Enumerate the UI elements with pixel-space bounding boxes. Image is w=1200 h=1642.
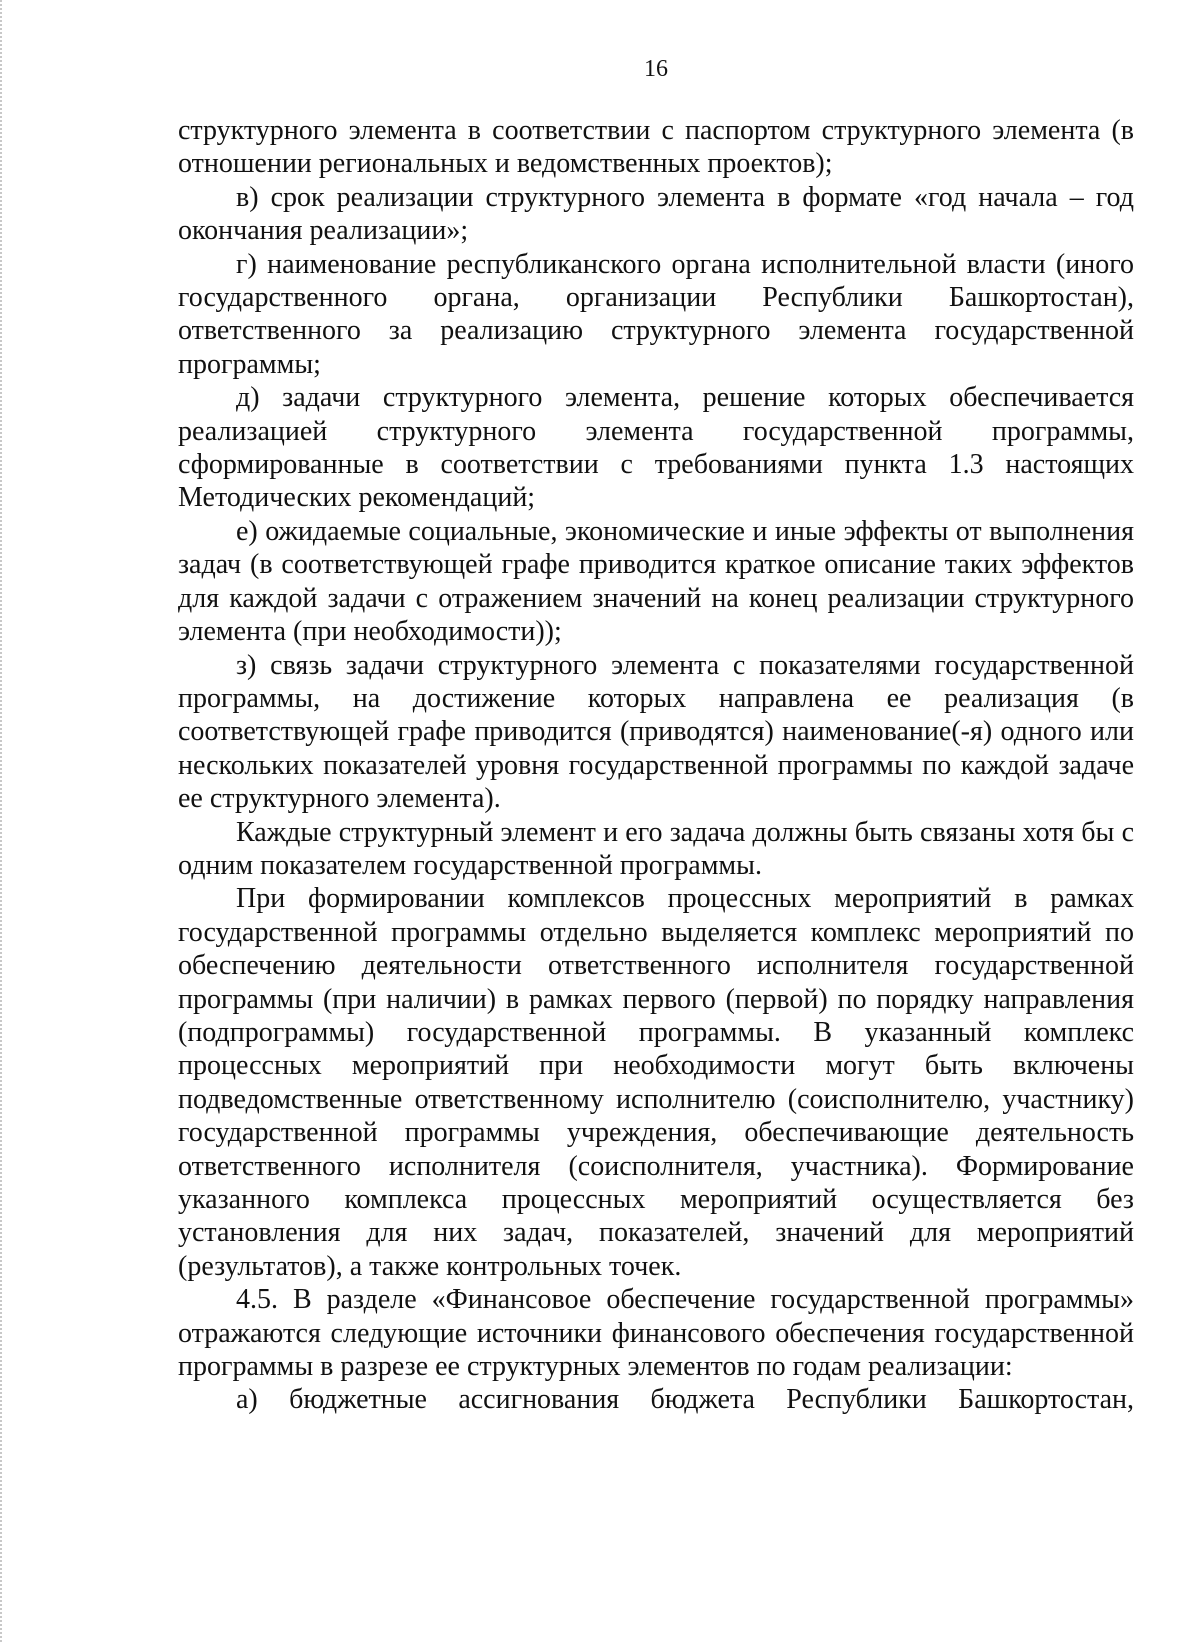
document-body: [178, 114, 1134, 1417]
paragraph-item-g: г) наименование республиканского органа исполнительной власти (иного государственного органа, организации Республики Башкортостан), ответственного за реализацию структурного элемента государственной программы;: [178, 248, 1134, 380]
paragraph-item-a: а) бюджетные ассигнования бюджета Республики Башкортостан,: [236, 1384, 1134, 1416]
paragraph-item-e: е) ожидаемые социальные, экономические и иные эффекты от выполнения задач (в соответствующей графе приводится краткое описание таких эффектов для каждой задачи с отражением значений на конец реализации структурного элемента (при необходимости));: [178, 515, 1134, 648]
scan-edge-marks: [0, 0, 8, 1642]
paragraph-process-complexes: При формировании комплексов процессных мероприятий в рамках государственной программы отдельно выделяется комплекс мероприятий по обеспечению деятельности ответственного исполнителя государственной программы (при наличии) в рамках первого (первой) по порядку направления (подпрограммы) государственной программы. В указанный комплекс процессных мероприятий при необходимости могут быть включены подведомственные ответственному исполнителю (соисполнителю, участнику) государственной программы учреждения, обеспечивающие деятельность ответственного исполнителя (соисполнителя, участника). Формирование указанного комплекса процессных мероприятий осуществляется без установления для них задач, показателей, значений для мероприятий (результатов), а также контрольных точек.: [178, 883, 1134, 1282]
paragraph-item-v: в) срок реализации структурного элемента в формате «год начала – год окончания реализации»;: [178, 181, 1134, 247]
paragraph-item-z: з) связь задачи структурного элемента с показателями государственной программы, на достижение которых направлена ее реализация (в соответствующей графе приводится (приводятся) наименование(-я) одного или нескольких показателей уровня государственной программы по каждой задаче ее структурного элемента).: [178, 649, 1134, 815]
paragraph-continuation: структурного элемента в соответствии с паспортом структурного элемента (в отношении региональных и ведомственных проектов);: [178, 115, 1134, 180]
paragraph-item-d: д) задачи структурного элемента, решение которых обеспечивается реализацией структурного элемента государственной программы, сформированные в соответствии с требованиями пункта 1.3 настоящих Методических рекомендаций;: [178, 382, 1134, 514]
paragraph-linkage-requirement: Каждые структурный элемент и его задача должны быть связаны хотя бы с одним показателем государственной программы.: [178, 816, 1134, 881]
page-number: 16: [644, 56, 668, 82]
paragraph-section-4-5: 4.5. В разделе «Финансовое обеспечение государственной программы» отражаются следующие источники финансового обеспечения государственной программы в разрезе ее структурных элементов по годам реализации:: [178, 1284, 1134, 1383]
